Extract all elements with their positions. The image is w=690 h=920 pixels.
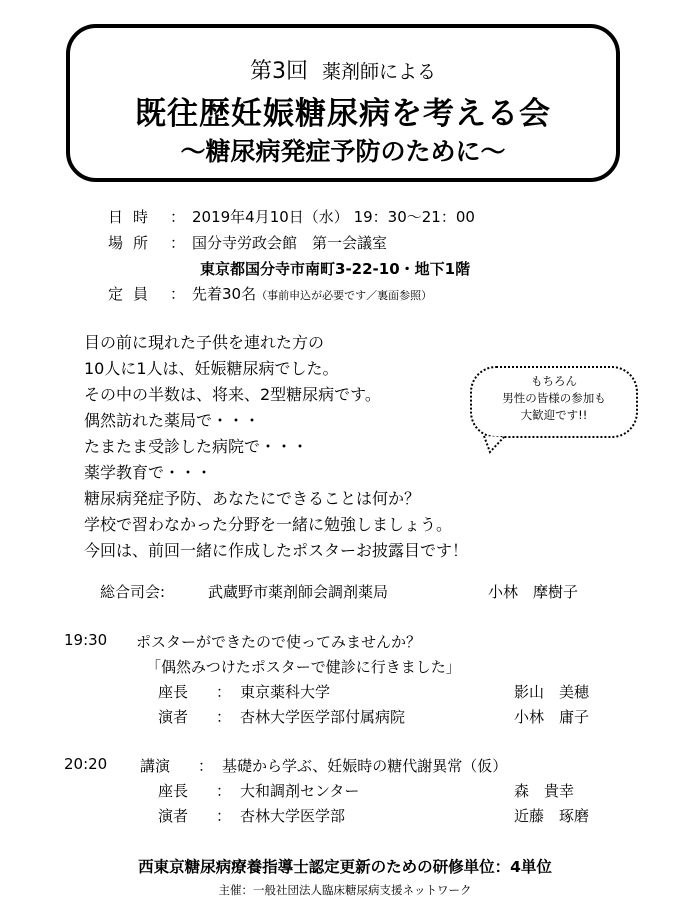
event-subtitle: ～糖尿病発症予防のために～	[180, 137, 506, 166]
title-by: 薬剤師による	[321, 61, 436, 83]
body-line: 目の前に現れた子供を連れた方の	[84, 333, 325, 352]
session2-time: 20:20	[64, 755, 108, 773]
place-row	[108, 232, 387, 253]
date-row	[108, 206, 475, 227]
body-line: たまたま受診した病院で・・・	[84, 437, 309, 456]
credit-note: 西東京糖尿病療養指導士認定更新のための研修単位：4単位	[138, 858, 552, 876]
session1-speaker-name: 小林 庸子	[514, 708, 590, 726]
speech-bubble	[470, 366, 638, 438]
body-line: 薬学教育で・・・	[84, 463, 213, 482]
capacity-row	[108, 283, 432, 304]
body-line: 偶然訪れた薬局で・・・	[84, 411, 261, 430]
title-session-line	[70, 54, 616, 85]
session2-colon: ：	[198, 757, 214, 775]
session1-chair-name: 影山 美穂	[514, 683, 590, 701]
moderator-row	[100, 581, 165, 602]
session2-chair-name: 森 貴幸	[514, 782, 575, 800]
place-label: 場所	[108, 234, 159, 252]
place-value: 国分寺労政会館 第一会議室	[192, 234, 388, 252]
capacity-colon: ：	[170, 285, 186, 303]
capacity-value: 先着30名	[192, 285, 257, 303]
session2-kind: 講演	[140, 757, 171, 775]
bubble-line: もちろん	[531, 374, 577, 388]
session2-speaker-name: 近藤 琢磨	[514, 807, 590, 825]
session2-speaker-colon: ：	[216, 807, 232, 825]
capacity-label: 定員	[108, 285, 159, 303]
session-number: 第3回	[249, 59, 308, 84]
moderator-org: 武蔵野市薬剤師会調剤薬局	[208, 583, 389, 601]
moderator-label: 総合司会:	[100, 583, 166, 601]
session1-title: ポスターができたので使ってみませんか？	[136, 633, 422, 651]
moderator-name: 小林 摩樹子	[488, 583, 579, 601]
date-colon: ：	[170, 208, 186, 226]
date-label: 日時	[108, 208, 159, 226]
date-value: 2019年4月10日（水） 19：30～21：00	[192, 208, 475, 226]
body-line: 今回は、前回一緒に作成したポスターお披露目です！	[84, 541, 469, 560]
session2-speaker-org: 杏林大学医学部	[240, 807, 346, 825]
session2-title: 基礎から学ぶ、妊娠時の糖代謝異常（仮）	[222, 757, 508, 775]
session2-chair-label: 座長	[158, 782, 189, 800]
session1-speaker-org: 杏林大学医学部付属病院	[240, 708, 406, 726]
event-title: 既往歴妊娠糖尿病を考える会	[135, 96, 551, 132]
session1-subtitle: 「偶然みつけたポスターで健診に行きました」	[146, 658, 461, 676]
session1-chair-label: 座長	[158, 683, 189, 701]
session1-speaker-colon: ：	[216, 708, 232, 726]
bubble-line: 男性の皆様の参加も	[502, 391, 606, 405]
session1-chair-org: 東京薬科大学	[240, 683, 331, 701]
body-text	[84, 330, 468, 564]
body-line: 糖尿病発症予防、あなたにできることは何か？	[84, 489, 421, 508]
body-line: 学校で習わなかった分野を一緒に勉強しましょう。	[84, 515, 453, 534]
bubble-line: 大歓迎です!!	[520, 408, 588, 422]
session1-speaker-label: 演者	[158, 708, 189, 726]
session1-time: 19:30	[64, 631, 108, 649]
session2-chair-colon: ：	[216, 782, 232, 800]
body-line: 10人に1人は、妊娠糖尿病でした。	[84, 359, 339, 378]
title-box	[66, 24, 620, 182]
session1-chair-colon: ：	[216, 683, 232, 701]
session2-chair-org: 大和調剤センター	[240, 782, 360, 800]
speech-bubble-tail-icon	[478, 436, 518, 456]
place-colon: ：	[170, 234, 186, 252]
host-note: 主催：一般社団法人臨床糖尿病支援ネットワーク	[218, 883, 472, 897]
session2-speaker-label: 演者	[158, 807, 189, 825]
capacity-note: （事前申込が必要です／裏面参照）	[256, 289, 433, 302]
body-line: その中の半数は、将来、2型糖尿病です。	[84, 385, 381, 404]
address: 東京都国分寺市南町3-22-10・地下1階	[200, 260, 471, 278]
